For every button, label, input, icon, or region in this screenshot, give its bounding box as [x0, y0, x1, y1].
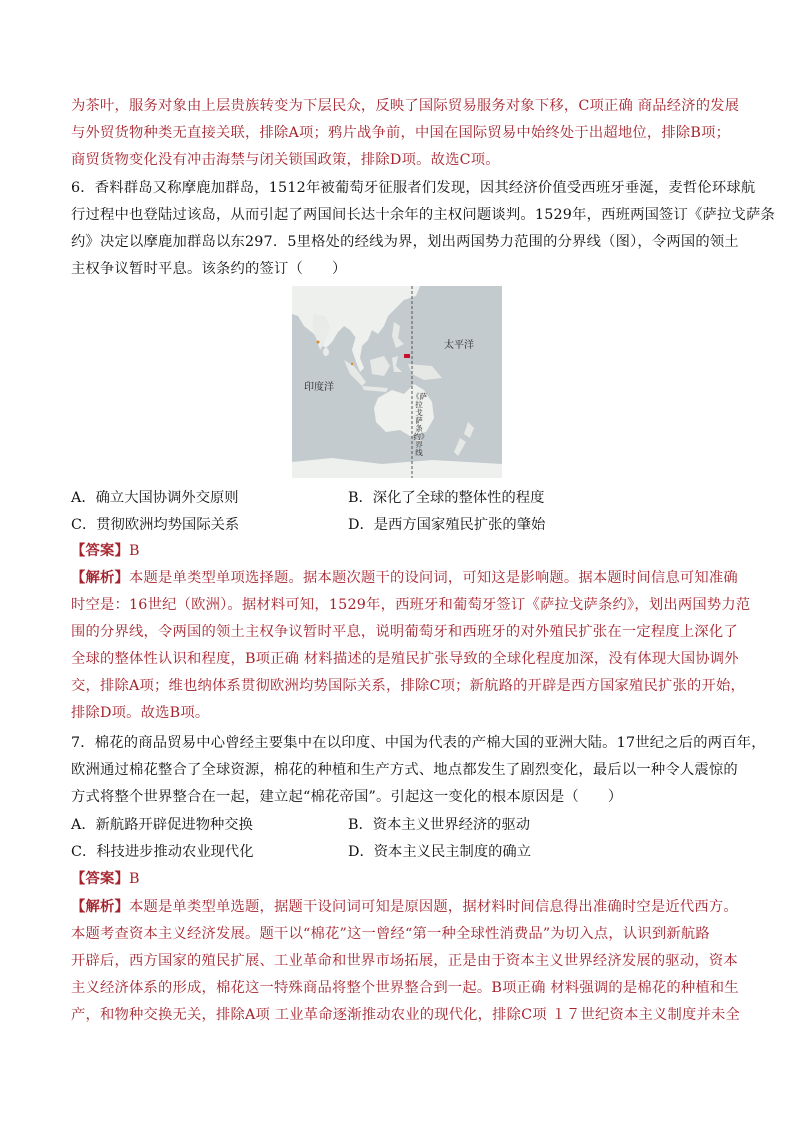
q6-option-b: B．深化了全球的整体性的程度: [348, 490, 545, 506]
q6-stem-line-3: 约》决定以摩鹿加群岛以东297．5里格处的经线为界，划出两国势力范围的分界线（图），令两国的领土: [71, 234, 739, 250]
q6-analysis-line-2: 时空是：16世纪（欧洲）。据材料可知，1529年，西班牙和葡萄牙签订《萨拉戈萨条约》，划出两国势力范: [71, 597, 751, 613]
q7-analysis-line-5: 产，和物种交换无关，排除A项 工业革命逐渐推动农业的现代化，排除C项 １７世纪资本主义制度并未全: [71, 1007, 741, 1023]
q7-analysis-line-2: 本题考查资本主义经济发展。题干以“棉花”这一曾经“第一种全球性消费品”为切入点，认识到新航路: [71, 926, 710, 942]
q7-option-a: A．新航路开辟促进物种交换: [71, 817, 253, 833]
q6-analysis-line-1: [71, 568, 738, 588]
q6-option-d: D．是西方国家殖民扩张的肇始: [348, 517, 546, 533]
q6-answer-tag: 【答案】: [71, 543, 129, 559]
q7-option-c: C．科技进步推动农业现代化: [71, 844, 254, 860]
q6-analysis-line-5: 交，排除A项；维也纳体系贯彻欧洲均势国际关系，排除C项；新航路的开辟是西方国家殖民扩张的开始，: [71, 678, 746, 694]
q7-stem-line-2: 欧洲通过棉花整合了全球资源，棉花的种植和生产方式、地点都发生了剧烈变化，最后以一种令人震惊的: [71, 762, 738, 778]
q6-stem-line-4: 主权争议暂时平息。该条约的签订（ ）: [71, 261, 347, 277]
q7-answer: [71, 869, 140, 889]
treaty-map-figure: [292, 286, 502, 478]
q5-analysis-line-1: 为茶叶，服务对象由上层贵族转变为下层民众，反映了国际贸易服务对象下移，C项正确 商品经济的发展: [71, 98, 740, 114]
q6-option-a: A．确立大国协调外交原则: [71, 490, 239, 506]
q7-stem-line-1: 7．棉花的商品贸易中心曾经主要集中在以印度、中国为代表的产棉大国的亚洲大陆。17世纪之后的两百年，: [71, 735, 766, 751]
q7-analysis-line-3: 开辟后，西方国家的殖民扩展、工业革命和世界市场拓展，正是由于资本主义世界经济发展的驱动，资本: [71, 953, 738, 969]
q7-analysis-line-1: [71, 897, 738, 917]
treaty-line-label: 《萨拉戈萨条约》界线: [412, 392, 427, 457]
pacific-ocean-label: 太平洋: [444, 340, 474, 351]
q6-analysis-line-6: 排除D项。故选B项。: [71, 705, 210, 721]
q7-option-b: B．资本主义世界经济的驱动: [348, 817, 531, 833]
q6-analysis-text-1: 本题是单类型单项选择题。据本题次题干的设问词，可知这是影响题。据本题时间信息可知准确: [129, 570, 738, 586]
q7-answer-value: B: [129, 871, 140, 887]
q7-analysis-tag: 【解析】: [71, 899, 129, 915]
q6-analysis-line-3: 围的分界线，令两国的领土主权争议暂时平息，说明葡萄牙和西班牙的对外殖民扩张在一定程度上深化了: [71, 624, 738, 640]
q6-answer: [71, 541, 140, 561]
q5-analysis-line-2: 与外贸货物种类无直接关联，排除A项；鸦片战争前，中国在国际贸易中始终处于出超地位，排除B项；: [71, 125, 731, 141]
indian-ocean-label: 印度洋: [304, 382, 334, 393]
q7-option-d: D．资本主义民主制度的确立: [348, 844, 532, 860]
q6-answer-value: B: [129, 543, 140, 559]
q6-analysis-line-4: 全球的整体性认识和程度，B项正确 材料描述的是殖民扩张导致的全球化程度加深，没有体现大国协调外: [71, 651, 739, 667]
q7-analysis-text-1: 本题是单类型单选题，据题干设问词可知是原因题，据材料时间信息得出准确时空是近代西方。: [129, 899, 738, 915]
q7-stem-line-3: 方式将整个世界整合在一起，建立起“棉花帝国”。引起这一变化的根本原因是（ ）: [71, 789, 623, 805]
q7-analysis-line-4: 主义经济体系的形成，棉花这一特殊商品将整个世界整合到一起。B项正确 材料强调的是棉花的种植和生: [71, 980, 739, 996]
q6-analysis-tag: 【解析】: [71, 570, 129, 586]
q6-stem-line-2: 行过程中也登陆过该岛，从而引起了两国间长达十余年的主权问题谈判。1529年，西班两国签订《萨拉戈萨条: [71, 207, 776, 223]
q5-analysis-line-3: 商贸货物变化没有冲击海禁与闭关锁国政策，排除D项。故选C项。: [71, 152, 500, 168]
q6-stem-line-1: 6．香料群岛又称摩鹿加群岛，1512年被葡萄牙征服者们发现，因其经济价值受西班牙垂涎，麦哲伦环球航: [71, 180, 756, 196]
q6-option-c: C．贯彻欧洲均势国际关系: [71, 517, 240, 533]
q7-answer-tag: 【答案】: [71, 871, 129, 887]
